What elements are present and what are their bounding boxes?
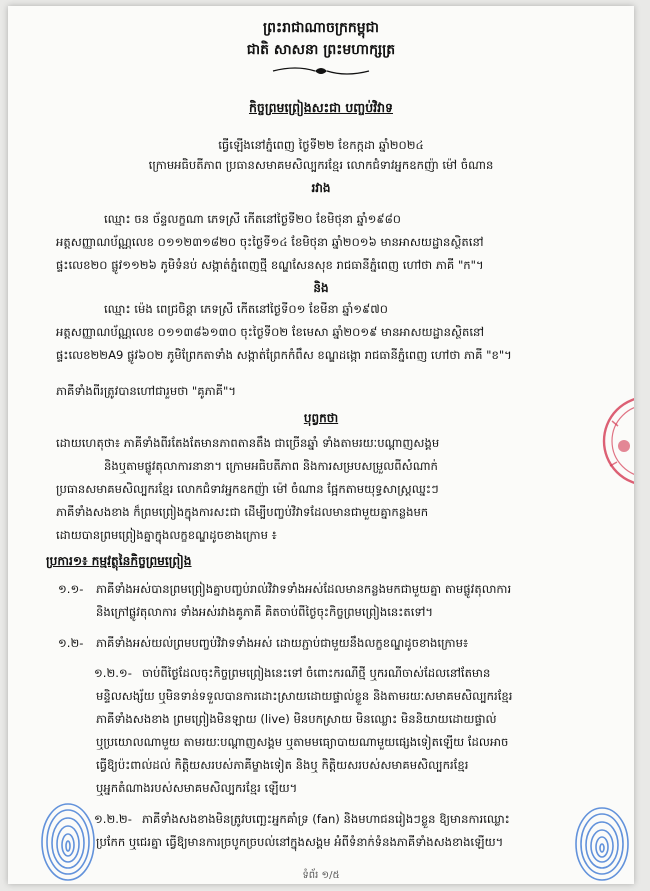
preamble-line-2: និងឬតាមផ្លូវតុលាការនានា។ ក្រោមអធិបតីភាព និងការសម្របសម្រួលពីសំណាក់ <box>104 459 438 473</box>
clause-1-2-2-line-1: ភាគីទាំងសងខាងមិនត្រូវបញ្ឆេះអ្នកគាំទ្រ (fan) និងមហាជនរៀងៗខ្លួន ឱ្យមានការឈ្លោះ <box>142 812 510 826</box>
party-a-line-2: អត្តសញ្ញាណប័ណ្ណលេខ ០១១២៣១៨២០ ចុះថ្ងៃទី១៤ ខែមិថុនា ឆ្នាំ២០១៦ មានអាសយដ្ឋានស្ថិតនៅ <box>56 235 484 249</box>
clause-1-2-1-line-3: ភាគីទាំងសងខាង ព្រមព្រៀងមិនឡាយ (live) មិនបកស្រាយ មិនឈ្លោះ មិននិយាយដោយផ្ទាល់ <box>96 712 497 726</box>
preamble-line-5: ដោយបានព្រមព្រៀងគ្នាក្នុងលក្ខខណ្ឌដូចខាងក្រោម ៖ <box>56 528 277 542</box>
party-a-line-1: ឈ្មោះ ចន ច័ន្ទលក្ខណា ភេទស្រី កើតនៅថ្ងៃទី២០ ខែមិថុនា ឆ្នាំ១៩៨០ <box>104 212 402 226</box>
clause-1-1-line-2: និងក្រៅផ្លូវតុលាការ ទាំងអស់រវាងគូភាគី គិតចាប់ពីថ្ងៃចុះកិច្ចព្រមព្រៀងនេះតទៅ។ <box>96 605 434 619</box>
clause-1-2-2-line-2: ប្រកែក ឬជេរគ្នា ធ្វើឱ្យមានការច្របូកច្របល់នៅក្នុងសង្គម អំពីទំនាក់ទំនងភាគីទាំងសងខាងឡើយ។ <box>96 835 504 849</box>
clause-1-2-2-number: ១.២.២- <box>94 812 132 826</box>
preamble-line-1: ដោយហេតុថា៖ ភាគីទាំងពីរតែងតែមានភាពតានតឹង ជាច្រើនឆ្នាំ ទាំងតាមរយៈបណ្តាញសង្គម <box>56 436 440 450</box>
nation-motto: ជាតិ សាសនា ព្រះមហាក្សត្រ <box>246 42 396 58</box>
preamble-line-4: ភាគីទាំងសងខាង ក៏ព្រមព្រៀងក្នុងការសះជា ដើម្បីបញ្ចប់វិវាទដែលមានជាមួយគ្នាកន្លងមក <box>56 505 429 519</box>
both-parties-line: ភាគីទាំងពីរត្រូវបានហៅជារួមថា "គូភាគី"។ <box>56 384 236 398</box>
kingdom-header: ព្រះរាជាណាចក្រកម្ពុជា <box>262 20 379 36</box>
clause-1-2-line-1: ភាគីទាំងអស់យល់ព្រមបញ្ចប់វិវាទទាំងអស់ ដោយភ្ជាប់ជាមួយនឹងលក្ខខណ្ឌដូចខាងក្រោម៖ <box>96 636 469 650</box>
clause-1-1-number: ១.១- <box>58 582 84 596</box>
between-label: រវាង <box>311 181 331 195</box>
thumbprint-left-icon <box>38 798 98 884</box>
document-page <box>8 6 634 884</box>
party-b-line-2: អត្តសញ្ញាណប័ណ្ណលេខ ០១១៣៨៦១៣០ ចុះថ្ងៃទី០២ ខែមេសា ឆ្នាំ២០១៩ មានអាសយដ្ឋានស្ថិតនៅ <box>56 325 485 339</box>
document-title: កិច្ចព្រមព្រៀងសះជា បញ្ចប់វិវាទ <box>248 100 393 115</box>
clause-1-2-1-line-6: ឬអ្នកតំណាងរបស់សមាគមសិល្បករខ្មែរ ឡើយ។ <box>96 781 298 795</box>
preamble-line-3: ប្រធានសមាគមសិល្បករខ្មែរ លោកជំទាវអ្នកឧកញ៉ា ម៉ៅ ចំណាន ផ្អែកតាមយុទ្ធសាស្ត្រឈ្នះៗ <box>56 482 439 496</box>
party-a-line-3: ផ្ទះលេខ២០ ផ្លូវ១១២៦ ភូមិទំនប់ សង្កាត់ភ្នំពេញថ្មី ខណ្ឌសែនសុខ រាជធានីភ្នំពេញ ហៅថា ភាគី "ក"។ <box>56 258 484 272</box>
red-seal-stamp-icon <box>602 386 634 496</box>
party-b-line-3: ផ្ទះលេខ២២A9 ផ្លូវ៦០២ ភូមិព្រែកតាទាំង សង្កាត់ព្រែកកំពឹស ខណ្ឌដង្កោ រាជធានីភ្នំពេញ ហៅថា ភាគី "ខ"។ <box>56 348 512 362</box>
ornament-divider-icon <box>271 64 371 78</box>
and-label: និង <box>313 281 329 295</box>
preamble-label: បុព្វកថា <box>303 411 339 425</box>
party-b-line-1: ឈ្មោះ ម៉េង ពេជ្រចិន្តា ភេទស្រី កើតនៅថ្ងៃទី០១ ខែមីនា ឆ្នាំ១៩៧០ <box>104 302 388 316</box>
thumbprint-right-icon <box>570 802 630 884</box>
clause-1-2-1-line-5: ធ្វើឱ្យប៉ះពាល់ដល់ កិត្តិយសរបស់ភាគីម្ខាងទៀត និងឬ កិត្តិយសរបស់សមាគមសិល្បករខ្មែរ <box>96 758 469 772</box>
clause-1-2-1-line-2: មន្ទិលសង្ស័យ ឬមិនទាន់ទទួលបានការដោះស្រាយដោយផ្ទាល់ខ្លួន និងតាមរយៈសមាគមសិល្បករខ្មែរ <box>96 689 513 703</box>
article-1-title: ប្រការ១៖ កម្មវត្ថុនៃកិច្ចព្រមព្រៀង <box>46 554 192 568</box>
clause-1-1-line-1: ភាគីទាំងអស់បានព្រមព្រៀងគ្នាបញ្ចប់រាល់វិវាទទាំងអស់ដែលមានកន្លងមកជាមួយគ្នា តាមផ្លូវតុលាការ <box>96 582 512 596</box>
clause-1-2-1-number: ១.២.១- <box>94 666 132 680</box>
made-at-line: ធ្វើឡើងនៅភ្នំពេញ ថ្ងៃទី២២ ខែកក្កដា ឆ្នាំ២០២៤ <box>218 138 424 152</box>
clause-1-2-1-line-4: ឬប្រយោលណាមួយ តាមរយៈបណ្តាញសង្គម ឬតាមមធ្យោបាយណាមួយផ្សេងទៀតឡើយ ដែលអាច <box>96 735 509 749</box>
page-number: ទំព័រ ១/៥ <box>302 870 340 881</box>
clause-1-2-1-line-1: ចាប់ពីថ្ងៃដែលចុះកិច្ចព្រមព្រៀងនេះទៅ ចំពោះករណីថ្មី ឬករណីចាស់ដែលនៅតែមាន <box>142 666 491 680</box>
presided-line: ក្រោមអធិបតីភាព ប្រធានសមាគមសិល្បករខ្មែរ លោកជំទាវអ្នកឧកញ៉ា ម៉ៅ ចំណាន <box>148 158 494 172</box>
clause-1-2-number: ១.២- <box>58 636 84 650</box>
